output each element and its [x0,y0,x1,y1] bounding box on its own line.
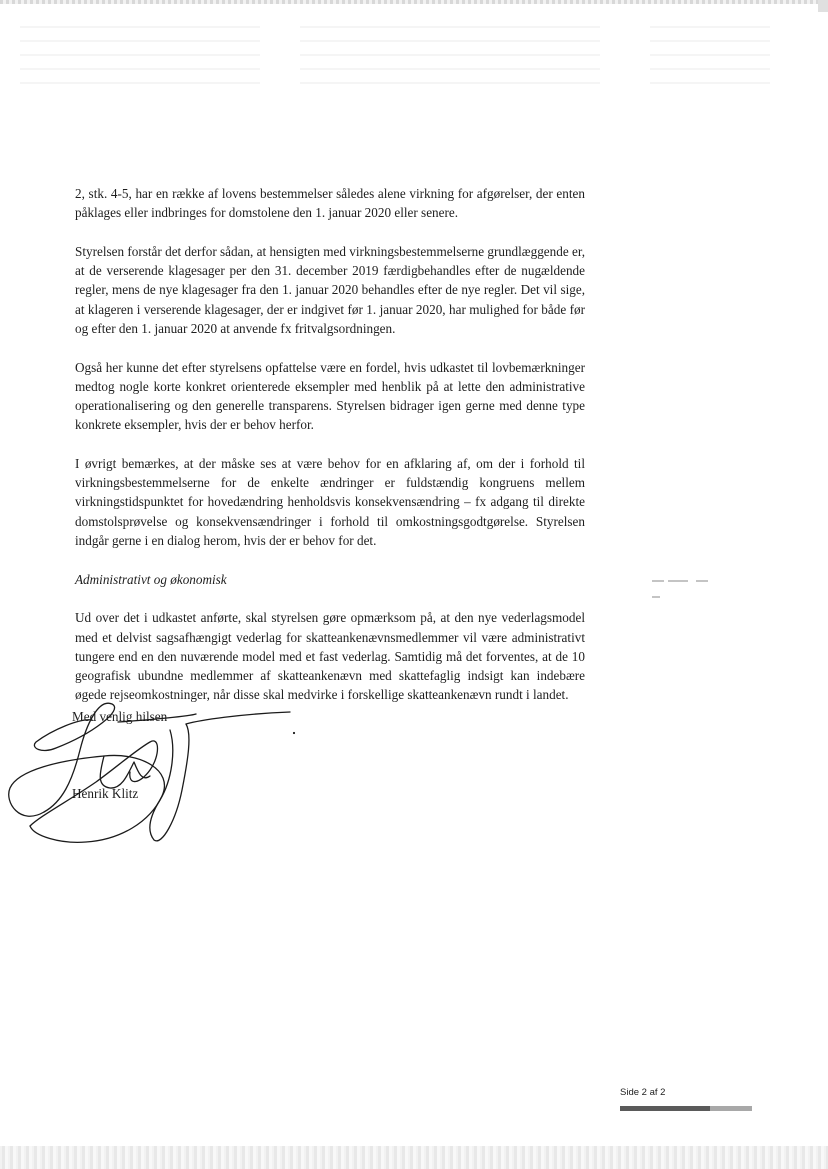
body-paragraph: 2, stk. 4-5, har en række af lovens bestemmelser således alene virkning for afgørelser, der enten påklages eller indbringes for domstolene den 1. januar 2020 eller senere. [75,186,585,221]
bleed-through-text [20,26,260,96]
scan-corner-mark [818,0,828,12]
body-paragraph: Også her kunne det efter styrelsens opfattelse være en fordel, hvis udkastet til lovbemærkninger medtog nogle korte konkret orienterede eksempler med henblik på at lette den administrative operationalisering og den generelle transparens. Styrelsen bidrager igen gerne med denne type konkrete eksempler, hvis der er behov herfor. [75,359,585,433]
signer-name: Henrik Klitz [72,786,139,801]
handwritten-signature [0,690,310,860]
body-paragraph: I øvrigt bemærkes, at der måske ses at være behov for en afklaring af, om der i forhold til virkningsbestemmelserne for de enkelte ændringer er fuldstændig kongruens mellem virkningstidspunktet for hovedændring henholdsvis konsekvensændring – fx adgang til direkte domstolsprøvelse og konsekvensændringer i forhold til omkostningsgodtgørelse. Styrelsen indgår gerne i en dialog herom, hvis der er behov for det. [75,456,585,548]
closing-greeting: Med venlig hilsen [72,709,168,724]
scan-edge-top [0,0,828,4]
body-paragraph: Ud over det i udkastet anførte, skal styrelsen gøre opmærksom på, at den nye vederlagsmodel med et delvist sagsafhængigt vederlag for skatteankenævnsmedlemmer vil være administrativt tungere end en den nuværende model med et fast vederlag. Samtidig må det forventes, at de 10 geografisk ubundne medlemmer af skatteankenævn med skattefaglig indsigt kan indebære øgede rejseomkostninger, når disse skal medvirke i forskellige skatteankenævn rundt i landet. [75,610,585,703]
section-heading: Administrativt og økonomisk [75,571,227,587]
bleed-through-text [650,26,770,96]
bleed-through-text [300,26,600,96]
scan-edge-bottom [0,1146,828,1169]
footer-bar [620,1106,752,1111]
margin-marks [652,579,708,599]
body-paragraph: Styrelsen forstår det derfor sådan, at hensigten med virkningsbestemmelserne grundlæggende er, at de verserende klagesager per den 31. december 2019 færdigbehandles efter de nugældende regler, mens de nye klagesager fra den 1. januar 2020 behandles efter de nye regler. Det vil sige, at klageren i verserende klagesager, der er indgivet før 1. januar 2020, har mulighed for både før og efter den 1. januar 2020 at anvende fx fritvalgsordningen. [75,244,585,336]
letter-body [75,184,585,724]
page-number: Side 2 af 2 [620,1087,666,1098]
